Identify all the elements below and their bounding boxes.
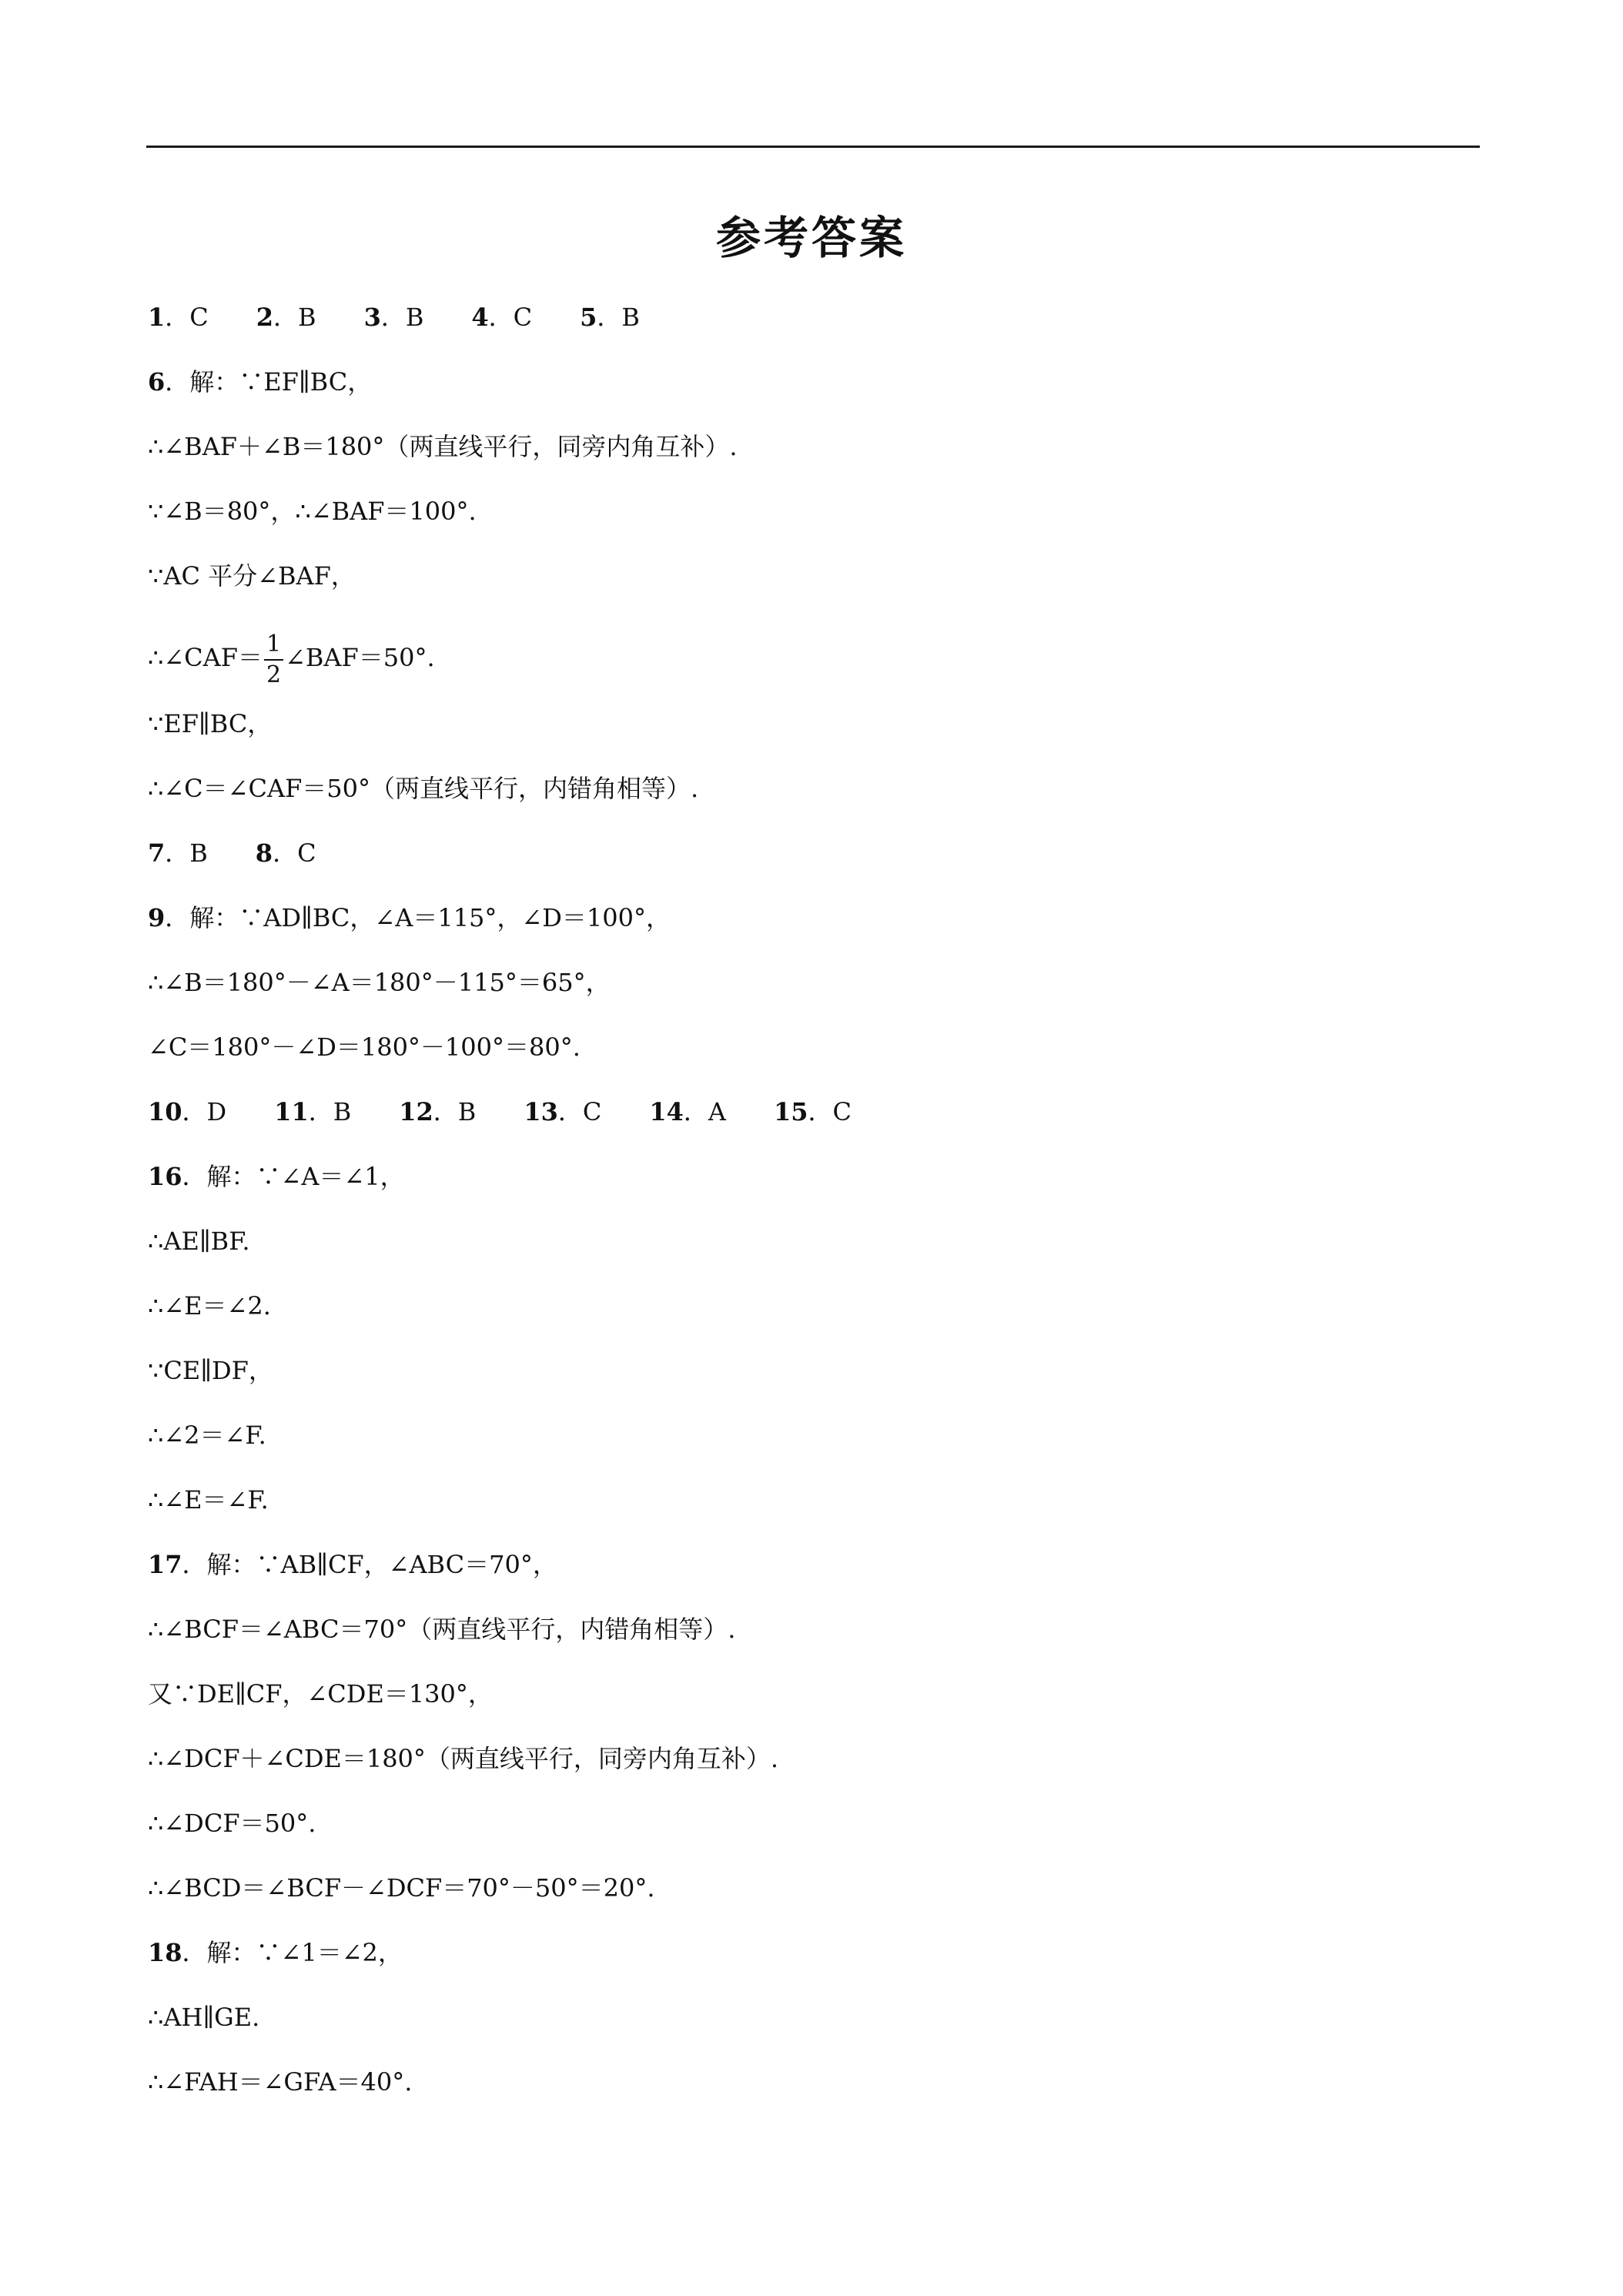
q9-line-1: 9．解：∵AD∥BC，∠A＝115°，∠D＝100°， xyxy=(148,903,671,932)
fraction-one-half: $\frac{1}{2}$ xyxy=(264,630,283,690)
answer-item: 14．A xyxy=(649,1097,727,1126)
q6-line-2: ∴∠BAF＋∠B＝180°（两直线平行，同旁内角互补）. xyxy=(148,432,738,461)
q16-line-4: ∵CE∥DF， xyxy=(148,1356,273,1385)
q17-line-3: 又∵DE∥CF，∠CDE＝130°， xyxy=(148,1679,493,1709)
q9-line-2: ∴∠B＝180°－∠A＝180°－115°＝65°， xyxy=(148,968,611,997)
q17-line-6: ∴∠BCD＝∠BCF－∠DCF＝70°－50°＝20°. xyxy=(148,1873,655,1903)
q6-line-6: ∵EF∥BC， xyxy=(148,709,273,738)
q6-line-7: ∴∠C＝∠CAF＝50°（两直线平行，内错角相等）. xyxy=(148,774,699,803)
q16-line-3: ∴∠E＝∠2. xyxy=(148,1291,271,1320)
q17-line-1: 17．解：∵AB∥CF，∠ABC＝70°， xyxy=(148,1550,557,1579)
q16-line-6: ∴∠E＝∠F. xyxy=(148,1485,269,1514)
q16-line-5: ∴∠2＝∠F. xyxy=(148,1421,266,1450)
q6-line-3: ∵∠B＝80°，∴∠BAF＝100°. xyxy=(148,497,477,526)
answers-1-5 xyxy=(148,293,1472,357)
q9-line-3: ∠C＝180°－∠D＝180°－100°＝80°. xyxy=(148,1033,581,1062)
q18-line-2: ∴AH∥GE. xyxy=(148,2003,260,2032)
q16-line-2: ∴AE∥BF. xyxy=(148,1227,250,1256)
q6-line-1: 6．解：∵EF∥BC， xyxy=(148,367,373,397)
answer-item: 13．C xyxy=(524,1097,602,1126)
q18-line-3: ∴∠FAH＝∠GFA＝40°. xyxy=(148,2067,413,2097)
answer-item: 1．C xyxy=(148,303,209,332)
answer-item: 7．B xyxy=(148,838,208,868)
answer-item: 3．B xyxy=(363,303,424,332)
q17-line-5: ∴∠DCF＝50°. xyxy=(148,1809,316,1838)
header-rule xyxy=(146,146,1480,148)
q17-line-4: ∴∠DCF＋∠CDE＝180°（两直线平行，同旁内角互补）. xyxy=(148,1744,779,1773)
answer-item: 12．B xyxy=(399,1097,477,1126)
q6-line-5: ∴∠CAF＝ $\frac{1}{2}$ ∠BAF＝50°. xyxy=(148,630,435,688)
q16-line-1: 16．解：∵∠A＝∠1， xyxy=(148,1162,405,1191)
answers-7-8 xyxy=(148,828,1472,893)
q18-line-1: 18．解：∵∠1＝∠2， xyxy=(148,1938,403,1967)
answer-item: 11．B xyxy=(274,1097,352,1126)
answer-item: 8．C xyxy=(255,838,316,868)
q17-line-2: ∴∠BCF＝∠ABC＝70°（两直线平行，内错角相等）. xyxy=(148,1615,736,1644)
answer-item: 4．C xyxy=(471,303,533,332)
page-title: 参考答案 xyxy=(715,212,907,264)
answer-content xyxy=(148,293,1472,2122)
answers-10-15 xyxy=(148,1087,1472,1152)
q6-line-4: ∵AC 平分∠BAF， xyxy=(148,561,356,591)
answer-item: 5．B xyxy=(580,303,640,332)
answer-item: 10．D xyxy=(148,1097,227,1126)
answer-item: 15．C xyxy=(774,1097,852,1126)
answer-item: 2．B xyxy=(256,303,316,332)
